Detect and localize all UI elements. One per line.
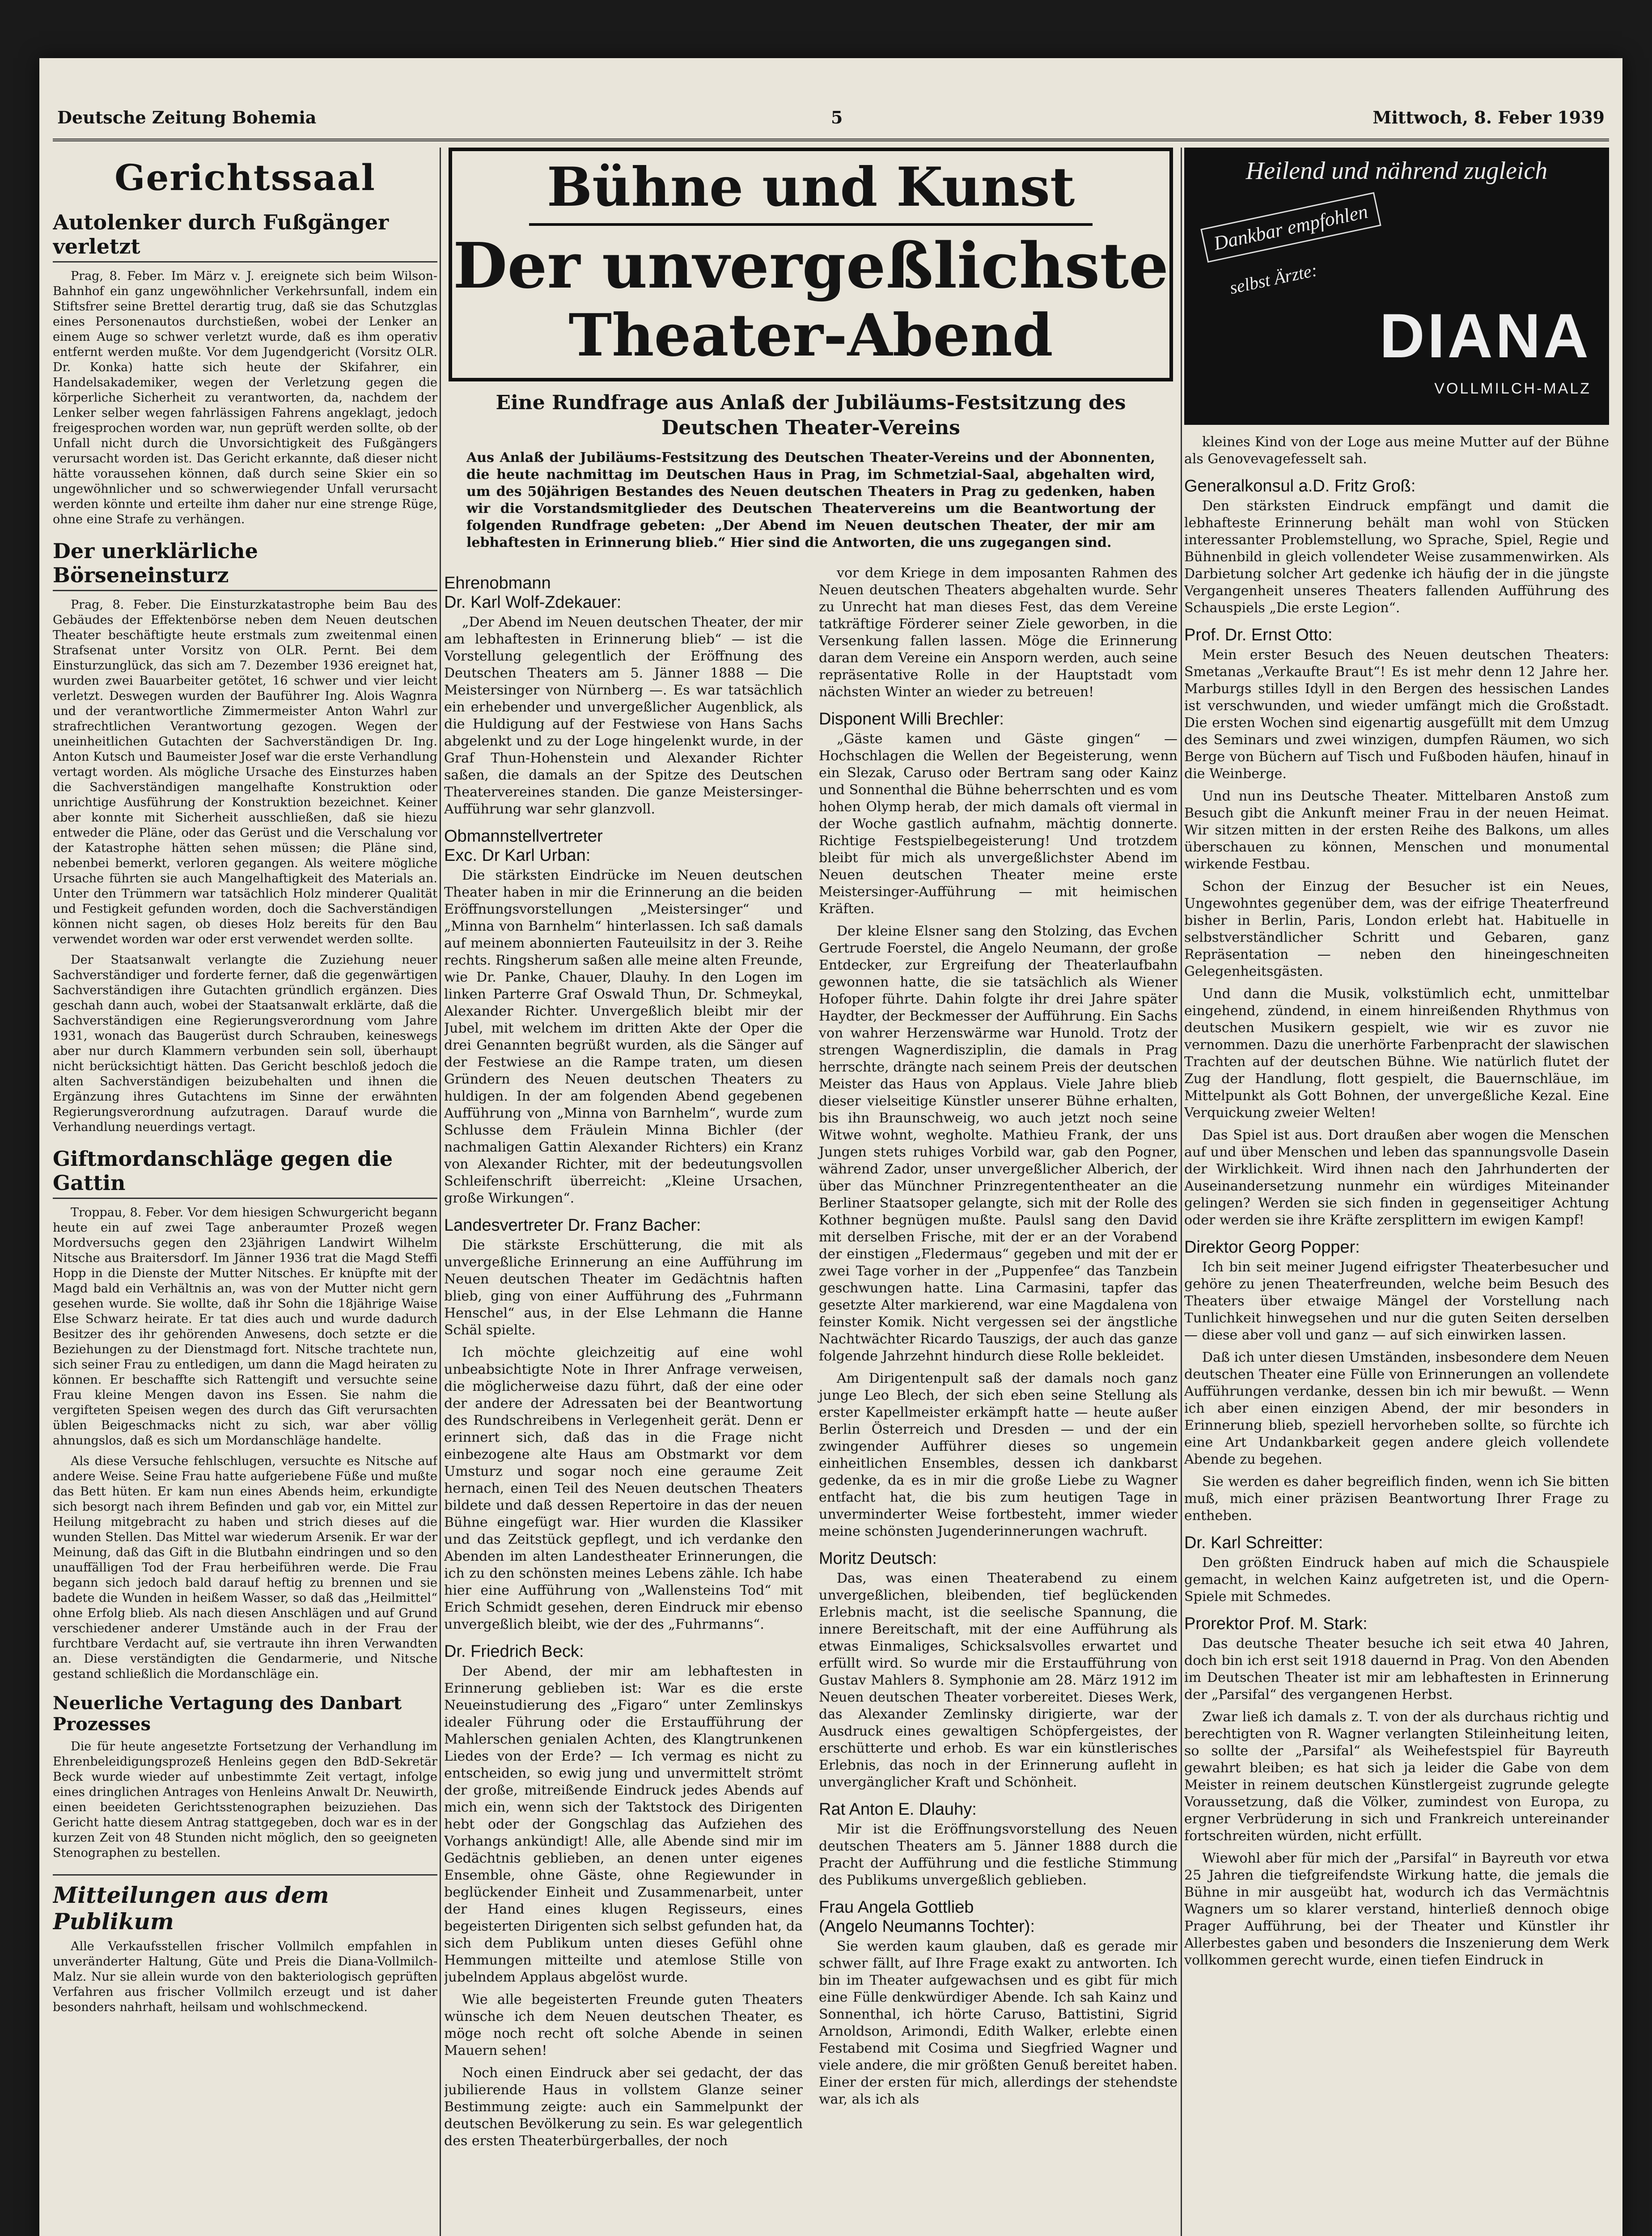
section-banner: Bühne und Kunst [529, 156, 1093, 226]
paragraph: „Der Abend im Neuen deutschen Theater, der mir am lebhaftesten in Erinnerung blieb“ — ist die Vorstellung gelegentlich der Eröffnung des Deutschen Theaters am 5. Jänner 1888 — Die Meistersinger von Nürnberg —. Es war tatsächlich ein erhebender und unvergeßlicher Augenblick, als die Huldigung auf der Festwiese von Hans Sachs abgelenkt und zu der Loge hingelenkt wurde, in der Graf Thun-Hohenstein und Alexander Richter saßen, die damals an der Spitze des Deutschen Theatervereines standen. Die ganze Meistersinger-Aufführung war sehr glanzvoll. [444, 614, 803, 817]
article-body [53, 1205, 437, 1682]
continued-paragraph: kleines Kind von der Loge aus meine Mutter auf der Bühne als Genovevagefesselt sah. [1184, 434, 1609, 467]
respondent-name: Dr. Friedrich Beck: [444, 1642, 584, 1661]
article-headline: Neuerliche Vertagung des Danbart Prozesses [53, 1693, 402, 1735]
paragraph: Den stärksten Eindruck empfängt und damit die lebhafteste Erinnerung behält man wohl von Stücken interessanter Problemstellung, wo Sprache, Spiel, Regie und Bühnenbild in gleich vollendeter Weise zusammenwirken. Als Darbietung solcher Art gedenke ich häufig der in die jüngste Vergangenheit unseres Theaters fallenden Aufführung des Schauspiels „Die erste Legion“. [1184, 498, 1609, 616]
sub-headline: Eine Rundfrage aus Anlaß der Jubiläums-Festsitzung des Deutschen Theater-Vereins [496, 391, 1126, 439]
diana-advertisement [1184, 148, 1609, 425]
paragraph: Mir ist die Eröffnungsvorstellung des Neuen deutschen Theaters am 5. Jänner 1888 durch die Pracht der Aufführung und die festliche Stimmung des Publikums unvergeßlich geblieben. [819, 1821, 1178, 1888]
paragraph: Alle Verkaufsstellen frischer Vollmilch empfahlen in unveränderter Haltung, Güte und Preis die Diana-Vollmilch-Malz. Nur sie allein wurde von den bakteriologisch geprüften Verfahren aus frischer Vollmilch erzeugt und ist daher besonders nahrhaft, heilsam und wohlschmeckend. [53, 1940, 437, 2014]
article-body [53, 269, 437, 527]
respondent-name: Generalkonsul a.D. Fritz Groß: [1184, 477, 1416, 495]
public-notices-body [53, 1939, 437, 2015]
article-body [53, 597, 437, 1135]
paragraph: Als diese Versuche fehlschlugen, versuchte es Nitsche auf andere Weise. Seine Frau hatte aufgeriebene Füße und mußte das Bett hüten. Er kam nun eines Abends heim, erkundigte sich besorgt nach ihrem Befinden und gab vor, ein Mittel zur Heilung mitgebracht zu haben und strich dieses auf die wunden Stellen. Das Mittel war wiederum Arsenik. Er war der Meinung, daß das Gift in die Blutbahn eindringen und so den unauffälligen Tod der Frau herbeiführen werde. Die Frau begann sich jedoch bald darauf heftig zu brennen und sie badete die Wunden in heißem Wasser, so daß das „Heilmittel“ ohne Erfolg blieb. Als nach diesen Anschlägen und auf Grund verschiedener anderer Umstände auch in der Frau der furchtbare Verdacht auf, sie vertraute ihn ihren Verwandten an. Diese verständigten die Gendarmerie, und Nitsche gestand schließlich die Mordanschläge ein. [53, 1454, 437, 1681]
paragraph: Und dann die Musik, volkstümlich echt, unmittelbar eingehend, zündend, in einem hinreißenden Rhythmus von deutschen Musikern gespielt, wie wir es zuvor nie vernommen. Dazu die unerhörte Farbenpracht der slawischen Trachten auf der deutschen Bühne. Wie natürlich flutet der Zug der Handlung, flott gespielt, die Bauernschläue, im Mittelpunkt als Gott Bohnen, der unvergeßliche Kezal. Eine Verquickung zweier Welten! [1184, 986, 1609, 1121]
paragraph: Am Dirigentenpult saß der damals noch ganz junge Leo Blech, der sich eben seine Stellung als erster Kapellmeister erkämpft hatte — heute außer Berlin Österreich und Dresden — und der ein zwingender Aufführer dieses so ungemein einheitlichen Ensembles, dessen ich dankbarst gedenke, da es in mir die große Liebe zu Wagner entfacht hat, die bis zum heutigen Tage in unverminderter Weise fortbesteht, immer wieder meine schönsten Jugenderinnerungen wachruft. [819, 1371, 1178, 1539]
paragraph: Die für heute angesetzte Fortsetzung der Verhandlung im Ehrenbeleidigungsprozeß Henleins gegen den BdD-Sekretär Beck wurde wieder auf unbestimmte Zeit vertagt, infolge eines dringlichen Antrages von Henleins Anwalt Dr. Neuwirth, einen beeideten Gerichtsstenographen beizuziehen. Das Gericht hatte diesem Antrag stattgegeben, doch war es in der kurzen Zeit von 48 Stunden nicht möglich, den so geeigneten Stenographen zu bestellen. [53, 1740, 437, 1860]
paragraph: Ich bin seit meiner Jugend eifrigster Theaterbesucher und gehöre zu jenen Theaterfreunden, welche beim Besuch des Theaters über etwaige Mängel der Vorstellung nach Tunlichkeit hinwegsehen und nur die guten Seiten derselben — diese aber voll und ganz — auf sich einwirken lassen. [1184, 1259, 1609, 1343]
main-headline-line2: Theater-Abend [568, 301, 1053, 369]
paragraph: Ich möchte gleichzeitig auf eine wohl unbeabsichtigte Note in Ihrer Anfrage verweisen, die möglicherweise dazu führt, daß der eine oder der andere der Adressaten bei der Beantwortung des Rundschreibens in Verlegenheit gerät. Denn er erinnert sich, daß das in die Frage nicht einbezogene alte Haus am Obstmarkt vor dem Umsturz und sogar noch eine geraume Zeit hernach, einen Teil des Neuen deutschen Theaters bildete und daß dessen Repertoire in das der neuen Bühne eingefügt war. Hier wurden die Klassiker und das Zeitstück gepflegt, und ich verdanke den Abenden im alten Landestheater Erinnerungen, die ich zu den schönsten meines Lebens zähle. Ich habe hier eine Aufführung von „Wallensteins Tod“ mit Erich Schmidt gesehen, deren Eindruck mir ebenso unvergeßlich bleibt, wie der des „Fuhrmanns“. [444, 1345, 803, 1632]
respondent-name: Disponent Willi Brechler: [819, 710, 1004, 728]
paragraph: Wie alle begeisterten Freunde guten Theaters wünsche ich dem Neuen deutschen Theater, es möge noch recht oft solche Abende in seinen Mauern sehen! [444, 1992, 803, 2058]
respondent-name: Prorektor Prof. M. Stark: [1184, 1614, 1368, 1633]
paragraph: Der Staatsanwalt verlangte die Zuziehung neuer Sachverständiger und forderte ferner, daß die gegenwärtigen Sachverständigen ihre Gutachten gründlich ergänzen. Dies geschah dann auch, wobei der Staatsanwalt erklärte, daß die Sachverständigen eine Regierungsverordnung vom Jahre 1931, wonach das Baugerüst durch Schrauben, keineswegs aber nur durch Klammern verbunden sein soll, überhaupt nicht berücksichtigt hätten. Das Gericht beschloß jedoch die alten Sachverständigen beizubehalten und ihnen die Ergänzung ihres Gutachtens im Sinne der erwähnten Regierungsverordnung aufzutragen. Darauf wurde die Verhandlung neuerdings vertagt. [53, 953, 437, 1134]
respondent-name: Rat Anton E. Dlauhy: [819, 1800, 977, 1819]
page-number: 5 [831, 107, 843, 127]
paragraph: Daß ich unter diesen Umständen, insbesondere dem Neuen deutschen Theater eine Fülle von Erinnerungen an vollendete Aufführungen verdanke, dessen bin ich mir bewußt. — Wenn ich aber einen einzigen Abend, der mir besonders in Erinnerung blieb, speziell hervorheben sollte, so fürchte ich eine Art Undankbarkeit gegen andere gleich vollendete Abende zu begehen. [1184, 1350, 1609, 1467]
article-body [53, 1739, 437, 1861]
paragraph: Zwar ließ ich damals z. T. von der als durchaus richtig und berechtigten von R. Wagner verlangten Stileinheitung leiten, so sollte der „Parsifal“ als Weihefestspiel für Bayreuth gewahrt bleiben; es hat sich ja leider die Gabe von dem Meister in reinem deutschen Künstlergeist zugrunde gelegte Voraussetzung, daß die Völker, zumindest von Europa, zu ergner Verbrüderung in sich und Frankreich untereinander fortschreiten würden, nicht erfüllt. [1184, 1709, 1609, 1844]
column-divider [1181, 148, 1182, 2236]
masthead-name: Deutsche Zeitung Bohemia [57, 107, 317, 127]
feature-subcolumn-left [444, 565, 803, 2155]
respondent-name: Dr. Karl Schreitter: [1184, 1533, 1323, 1552]
issue-date: Mittwoch, 8. Feber 1939 [1372, 107, 1605, 127]
paragraph: Troppau, 8. Feber. Vor dem hiesigen Schwurgericht begann heute ein auf zwei Tage anberaumter Prozeß wegen Mordversuchs gegen den 23jährigen Landwirt Wilhelm Nitsche aus Braitersdorf. Im Jänner 1936 trat die Magd Steffi Hopp in die Dienste der Mutter Nitsches. Er knüpfte mit der Magd bald ein Verhältnis an, was von der Mutter nicht gern gesehen wurde. Sie wollte, daß ihr Sohn die 18jährige Waise Else Schwarz heirate. Er tat dies auch und wurde dadurch Besitzer des ihr gehörenden Anwesens, doch setzte er die Beziehungen zu der Dienstmagd fort. Nitsche trachtete nun, sich seiner Frau zu entledigen, um dann die Magd heiraten zu können. Er beschaffte sich Rattengift und versuchte seine Frau kleine Mengen davon ins Essen. Sie nahm die vergifteten Speisen wegen des durch das Gift verursachten üblen Beigeschmacks nicht zu sich, war aber völlig ahnungslos, daß es sich um Mordanschläge handelte. [53, 1206, 437, 1448]
ad-product-name: VOLLMILCH-MALZ [1434, 380, 1591, 397]
paragraph: Prag, 8. Feber. Die Einsturzkatastrophe beim Bau des Gebäudes der Effektenbörse neben dem Neuen deutschen Theater beschäftigte heute erstmals zum zweitenmal einen Strafsenat unter Vorsitz von OLR. Pernt. Bei dem Einsturzunglück, das sich am 7. Dezember 1936 ereignet hat, wurden zwei Bauarbeiter getötet, 16 schwer und vier leicht verletzt. Deswegen wurden der Bauführer Ing. Alois Wagnra und der verantwortliche Zimmermeister Anton Wahrl zur strafrechtlichen Verantwortung gezogen. Wegen der uneinheitlichen Gutachten der Sachverständigen Dr. Ing. Anton Kutsch und Baumeister Josef war die erste Verhandlung vertagt worden. Als mögliche Ursache des Einsturzes haben die Sachverständigen mangelhafte Konstruktion oder unrichtige Ausführung der Konstruktion bezeichnet. Keiner aber konnte mit Sicherheit ausschließen, daß sie hiezu entweder die Pläne, oder das Gerüst und die Verschalung vor der Katastrophe hätten sehen müssen; die Pläne sind, nebenbei bemerkt, verloren gegangen. Als weitere mögliche Ursache führten sie auch Mangelhaftigkeit des Materials an. Unter den Trümmern war tatsächlich Holz minderer Qualität und Festigkeit gefunden worden, doch die Sachverständigen können nicht sagen, ob dieses Holz bereits für den Bau verwendet worden war oder erst verwendet werden sollte. [53, 598, 437, 946]
paragraph: Die stärksten Eindrücke im Neuen deutschen Theater haben in mir die Erinnerung an die beiden Eröffnungsvorstellungen „Meistersinger“ und „Minna von Barnhelm“ hinterlassen. Ich saß damals auf meinem abonnierten Fauteuilsitz in der 3. Reihe rechts. Ringsherum saßen alle meine alten Freunde, wie Dr. Panke, Chauer, Dlauhy. In den Logen im linken Parterre Graf Oswald Thun, Dr. Schmeykal, Alexander Richter. Unvergeßlich bleibt mir der Jubel, mit welchem im dritten Akte der Oper die drei Genannten begrüßt wurden, als die Sänger auf der Festwiese an die Rampe traten, um diesen Gründern des Neuen deutschen Theaters zu huldigen. In der am folgenden Abend gegebenen Aufführung von „Minna von Barnhelm“, wurde zum Schlusse dem Fräulein Minna Bichler (der nachmaligen Gattin Alexander Richters) ein Kranz von Alexander Richter, mit der bedeutungsvollen Schleifenschrift überreicht: „Kleine Ursachen, große Wirkungen“. [444, 868, 803, 1206]
column-divider [440, 148, 441, 2236]
paragraph: Sie werden kaum glauben, daß es gerade mir schwer fällt, auf Ihre Frage exakt zu antworten. Ich bin im Theater aufgewachsen und es gibt für mich eine Fülle denkwürdiger Abende. Ich sah Kainz und Sonnenthal, ich hörte Caruso, Battistini, Sigrid Arnoldson, Arimondi, Edith Walker, erlebte einen Festabend mit Cosima und Siegfried Wagner und viele andere, die mir größten Genuß bereitet haben. Einer der ersten für mich, allerdings der stehendste war, als ich als [819, 1939, 1178, 2107]
paragraph: Die stärkste Erschütterung, die mit als unvergeßliche Erinnerung an eine Aufführung im Neuen deutschen Theater im Gedächtnis haften blieb, ging von einer Aufführung des „Fuhrmann Henschel“ aus, in der Else Lehmann die Hanne Schäl spielte. [444, 1237, 803, 1338]
paragraph: Das Spiel ist aus. Dort draußen aber wogen die Menschen auf und über Menschen und leben das spannungsvolle Dasein der Wirklichkeit. Wird ihnen nach den Jahrhunderten der Auseinandersetzung nunmehr ein würdiges Miteinander gelingen? Werden sie sich finden in gegenseitiger Achtung oder werden sie ihre Kräfte zersplittern im ewigen Kampf! [1184, 1127, 1609, 1228]
feature-subcolumn-right [819, 565, 1178, 2155]
ad-brand-logo: DIANA [1379, 301, 1591, 371]
paragraph: Den größten Eindruck haben auf mich die Schauspiele gemacht, in welchen Kainz aufgetreten ist, und die Opern-Spiele mit Schmedes. [1184, 1555, 1609, 1605]
feature-columns [444, 565, 1178, 2155]
theatre-column-continued [1184, 148, 1609, 2236]
respondent-name: Obmannstellvertreter Exc. Dr Karl Urban: [444, 827, 603, 865]
paragraph: Das deutsche Theater besuche ich seit etwa 40 Jahren, doch bin ich erst seit 1918 dauernd in Prag. Von den Abenden im Deutschen Theater ist mir am lebhaftesten in Erinnerung der „Parsifal“ des vergangenen Herbst. [1184, 1636, 1609, 1702]
ad-handwriting: selbst Ärzte: [1228, 259, 1319, 298]
feature-banner [449, 148, 1173, 381]
paragraph: vor dem Kriege in dem imposanten Rahmen des Neuen deutschen Theaters abgehalten wurde. Sehr zu Unrecht hat man dieses Fest, das dem Vereine tatkräftige Förderer seiner Ziele geworben, in die Versenkung fallen lassen. Möge die Erinnerung daran dem Vereine ein Ansporn werden, auch seine repräsentative Rolle in der Hauptstadt vom nächsten Winter an wieder zu betreuen! [819, 565, 1178, 700]
respondent-name: Frau Angela Gottlieb (Angelo Neumanns Tochter): [819, 1898, 1035, 1936]
page-header [57, 107, 1605, 139]
ad-stamp: Dankbar empfohlen [1200, 192, 1381, 263]
paragraph: Der kleine Elsner sang den Stolzing, das Evchen Gertrude Foerstel, die Angelo Neumann, der große Entdecker, zur Ergreifung der Theaterlaufbahn gewonnen hatte, die sie tatsächlich als Wiener Hofoper führte. Dahin folgte ihr drei Jahre später Haydter, der Beckmesser der Aufführung. Ein Sachs von wahrer Herzenswärme war Hunold. Trotz der strengen Wagnerdisziplin, die damals in Prag herrschte, drängte nach seinem Preis der deutschen Meister das Haus von Applaus. Viele Jahre blieb dieser vielseitige Künstler unserer Bühne erhalten, bis ihn Braunschweig, wo auch jetzt noch seine Witwe wohnt, wegholte. Mathieu Frank, der uns Jungen stets ruhiges Vorbild war, gab den Pogner, während Zador, unser unvergeßlicher Alberich, der über das Münchner Prinzregententheater an die Berliner Staatsoper gelangte, sich mit der Rolle des Kothner begnügen mußte. Paulsl sang den David mit derselben Frische, mit der er an der Vorabend der einstigen „Fledermaus“ gegeben und mit der er zwei Tage vorher in der „Puppenfee“ das Tanzbein geschwungen hatte. Lina Carmasini, tapfer das gesetzte Alter markierend, war eine Magdalena von feinster Komik. Nicht vergessen sei der ängstliche Nachtwächter Ricardo Tauszigs, der auch das ganze folgende Jahrzehnt hindurch diese Rolle bekleidet. [819, 923, 1178, 1364]
header-rule [53, 139, 1609, 141]
lead-paragraph: Aus Anlaß der Jubiläums-Festsitzung des Deutschen Theater-Vereins und der Abonnenten, die heute nachmittag im Deutschen Haus in Prag, im Schmetzial-Saal, abgehalten wird, um des 50jährigen Bestandes des Neuen deutschen Theaters in Prag zu gedenken, haben wir die Vorstandsmitglieder des Deutschen Theatervereins um die Beantwortung der folgenden Rundfrage gebeten: „Der Abend im Neuen deutschen Theater, der mir am lebhaftesten in Erinnerung blieb.“ Hier sind die Antworten, die uns zugegangen sind. [466, 450, 1155, 551]
paragraph: Das, was einen Theaterabend zu einem unvergeßlichen, bleibenden, tief beglückenden Erlebnis macht, ist die seelische Spannung, die innere Bereitschaft, mit der eine Aufführung als etwas Einmaliges, Schicksalsvolles erwartet und erfüllt wird. So wurde mir die Erstaufführung von Gustav Mahlers 8. Symphonie am 28. März 1912 im Neuen deutschen Theater vorbereitet. Dieses Werk, das Alexander Zemlinsky dirigierte, war der Ausdruck eines gewaltigen Schöpfergeistes, der erschütterte und erhob. Es war ein künstlerisches Erlebnis, das noch in der Erinnerung aufleht in unvergänglicher Kraft und Schönheit. [819, 1571, 1178, 1790]
newspaper-page [39, 58, 1622, 2236]
section-title: Gerichtssaal [114, 157, 376, 199]
paragraph: Schon der Einzug der Besucher ist ein Neues, Ungewohntes gegenüber dem, was der eifrige Theaterfreund bisher in Berlin, Paris, London erlebt hat. Habituelle in selbstverständlicher Schritt und Gebaren, ganz Repräsentation — neben den hineingeschneiten Gelegenheitsgästen. [1184, 879, 1609, 979]
respondent-name: Prof. Dr. Ernst Otto: [1184, 626, 1333, 644]
response-list [1184, 477, 1609, 1969]
paragraph: Wiewohl aber für mich der „Parsifal“ in Bayreuth vor etwa 25 Jahren die tiefgreifendste Wirkung hatte, die jemals die Bühne in mir ausgeübt hat, wodurch ich das Vermächtnis Wagners um so klarer verstand, hinterließ dennoch obige Prager Aufführung, bei der Theater und Künstler ihr Allerbestes gaben und besonders die Inszenierung dem Werk vollkommen gerecht wurde, einen tiefen Eindruck in [1184, 1851, 1609, 1968]
paragraph: Mein erster Besuch des Neuen deutschen Theaters: Smetanas „Verkaufte Braut“! Es ist mehr denn 12 Jahre her. Marburgs stilles Idyll in den Bergen des hessischen Landes ist verschwunden, und wieder umfängt mich die Großstadt. Die ersten Wochen sind eigenartig ausgefüllt mit dem Umzug des Seminars und zwei winzigen, dumpfen Räumen, wo sich Berge von Büchern auf Tisch und Fußboden häufen, hinauf in die Weinberge. [1184, 647, 1609, 782]
article-headline: Autolenker durch Fußgänger verletzt [53, 210, 437, 263]
paragraph: „Gäste kamen und Gäste gingen“ — Hochschlagen die Wellen der Begeisterung, wenn ein Slezak, Caruso oder Bertram sang oder Kainz und Sonnenthal die Bühne beherrschten und es vom hohen Olymp herab, der mich damals oft viermal in der Woche gastlich aufnahm, mächtig donnerte. Richtige Festspielbegeisterung! Und trotzdem bleibt für mich als unvergeßlichster Abend im Neuen deutschen Theater meine erste Meistersinger-Aufführung — mit heimischen Kräften. [819, 731, 1178, 917]
ad-slogan: Heilend und nährend zugleich [1245, 157, 1548, 185]
article-headline: Der unerklärliche Börseneinsturz [53, 539, 437, 591]
paragraph: Der Abend, der mir am lebhaftesten in Erinnerung geblieben ist: War es die erste Neueinstudierung des „Figaro“ unter Zemlinskys idealer Führung oder die Erstaufführung der Mahlerschen genialen Achten, des Klangtrunkenen Liedes von der Erde? — Ich vermag es nicht zu entscheiden, so ewig jung und unvermittelt strömt der große, mitreißende Eindruck jedes Abends auf mich ein, wenn sich der Taktstock des Dirigenten hebt oder der Gongschlag das Aufziehen des Vorhangs ankündigt! Alle, alle Abende sind mir im Gedächtnis geblieben, an denen unter eigenes Ensemble, ohne Gäste, ohne Regiewunder in beglückender Einheit und Zusammenarbeit, unter der Hand eines klugen Regisseurs, eines begeisterten Dirigenten sich selbst gefunden hat, da sich dem Publikum unten dieses Gefühl ohne Hemmungen mitteilte und atemlose Stille von jubelndem Applaus abgelöst wurde. [444, 1664, 803, 1985]
main-headline: Der unvergeßlichste [453, 229, 1169, 303]
respondent-name: Direktor Georg Popper: [1184, 1238, 1360, 1257]
court-column [53, 148, 437, 2236]
respondent-name: Landesvertreter Dr. Franz Bacher: [444, 1216, 701, 1235]
theatre-column [444, 148, 1178, 2236]
paragraph: Prag, 8. Feber. Im März v. J. ereignete sich beim Wilson-Bahnhof ein ganz ungewöhnlicher Verkehrsunfall, indem ein Stiftsfrer seine Brettel derartig trug, daß sie das Schutzglas eines Personenautos durchstießen, wobei der Lenker an einem Auge so schwer verletzt wurde, daß es ihm operativ entfernt werden mußte. Vor dem Jugendgericht (Vorsitz OLR. Dr. Konka) hatte sich heute der Skifahrer, ein Handelsakademiker, wegen der Verletzung gegen die körperliche Sicherheit zu verantworten, da, nachdem der Lenker selber wegen fahrlässigen Fahrens angeklagt, jedoch freigesprochen worden war, nun geprüft werden sollte, ob der Unfall nicht durch die Unvorsichtigkeit des Fußgängers verursacht worden ist. Das Gericht erkannte, daß dieser nicht hätte voraussehen können, daß durch seine Skier ein so ungewöhnlicher und so schwerwiegender Unfall verursacht werden könnte und erteilte ihm daher nur eine strenge Rüge, ohne eine Strafe zu verhängen. [53, 269, 437, 526]
respondent-name: Ehrenobmann Dr. Karl Wolf-Zdekauer: [444, 574, 622, 612]
article-headline: Giftmordanschläge gegen die Gattin [53, 1147, 437, 1199]
paragraph: Noch einen Eindruck aber sei gedacht, der das jubilierende Haus in vollstem Glanze seiner Bestimmung zeigte: auch ein Sammelpunkt der deutschen Bevölkerung zu sein. Es war gelegentlich des ersten Theaterbürgerballes, der noch [444, 2065, 803, 2149]
public-notices-title: Mitteilungen aus dem Publikum [53, 1874, 437, 1935]
paragraph: Sie werden es daher begreiflich finden, wenn ich Sie bitten muß, mich einer präzisen Beantwortung Ihrer Frage zu entheben. [1184, 1474, 1609, 1524]
paragraph: Und nun ins Deutsche Theater. Mittelbaren Anstoß zum Besuch gibt die Ankunft meiner Frau in der neuen Heimat. Wir sitzen mitten in der ersten Reihe des Balkons, um alles überschauen zu können, Menschen und monumental wirkende Festbau. [1184, 788, 1609, 872]
respondent-name: Moritz Deutsch: [819, 1549, 937, 1568]
